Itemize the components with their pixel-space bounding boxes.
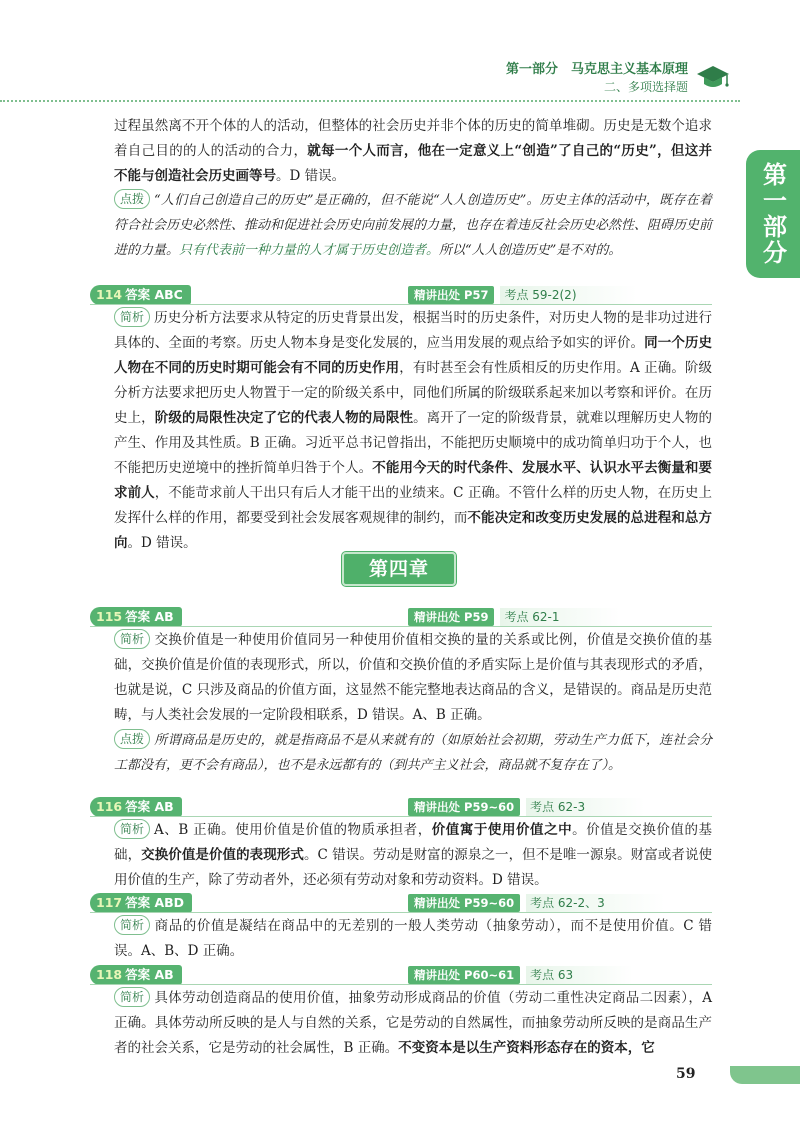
tip-chip: 点拨 [114,729,150,749]
graduation-cap-icon [696,62,730,92]
tip-text: “人们自己创造自己的历史”是正确的，但不能说“人人创造历史”。历史主体的活动中，既存在着符合社会历史必然性、推动和促进社会历史向前发展的力量，也存在着违反社会历史必然性、阻碍历史前进的力量。 [114,193,713,258]
answer-bar-117 [90,892,712,914]
tip-tail: 所以“人人创造历史”是不对的。 [439,243,622,258]
answer-text: 答案 ABC [125,287,183,302]
answer-text: 答案 AB [125,799,174,814]
kaodian-label: 考点 63 [526,966,633,984]
question-number: 114 [96,287,123,302]
analysis-bold: 阶级的局限性决定了它的代表人物的局限性 [154,410,414,426]
source-caption: 精讲出处 [414,610,460,624]
tip-paragraph-113 [114,188,712,263]
tip-paragraph-115 [114,728,712,778]
page-header [0,0,800,110]
intro-paragraph [114,114,712,189]
source-label [408,286,494,304]
analysis-bold: 不能用今天的时代条件、发展水平、认识水平去衡量和要求前人 [114,460,713,501]
answer-bar-114 [90,284,712,306]
answer-text: 答案 ABD [125,895,185,910]
analysis-text: ，不能苛求前人干出只有后人才能干出的业绩来。C 正确。不管什么样的历史人物，在历史上发挥什么样的作用，都要受到社会发展客观规律的制约，而 [114,485,712,526]
source-group [408,285,637,305]
answer-label [90,607,182,627]
analysis-text: 交换价值是一种使用价值同另一种使用价值相交换的量的关系或比例，价值是交换价值的基础，交换价值是价值的表现形式，所以，价值和交换价值的矛盾实际上是价值与其表现形式的矛盾，也就是说，C 只涉及商品的价值方面，这显然不能完整地表达商品的含义，是错误的。商品是历史范畴，与人类社会发展的一定阶段相联系，D 错误。A、B 正确。 [114,632,712,723]
question-number: 116 [96,799,123,814]
source-group [408,797,645,817]
answer-text: 答案 AB [125,967,174,982]
analysis-text: 历史分析方法要求从特定的历史背景出发，根据当时的历史条件，对历史人物的是非功过进行具体的、全面的考察。历史人物本身是变化发展的，应当用发展的观点给予如实的评价。 [114,310,712,351]
page-number: 59 [676,1066,696,1082]
answer-bar-116 [90,796,712,818]
analysis-text: 。价值是交换价值的基础， [114,822,713,863]
analysis-paragraph-117 [114,914,712,964]
source-page: P59~60 [464,896,515,910]
source-page: P59~60 [464,800,515,814]
answer-label [90,797,182,817]
source-caption: 精讲出处 [414,968,460,982]
source-group [408,607,620,627]
analysis-text: 商品的价值是凝结在商品中的无差别的一般人类劳动（抽象劳动），而不是使用价值。C 错误。A、B、D 正确。 [114,918,712,959]
source-label [408,894,520,912]
intro-bold: 就每一个人而言，他在一定意义上“创造”了自己的“历史”，但这并不能与创造社会历史画等号 [114,143,713,184]
kaodian-label: 考点 62-3 [526,798,645,816]
chapter-banner: 第四章 [342,552,456,586]
analysis-chip: 简析 [114,819,150,839]
page-corner-tab [730,1066,800,1084]
tip-chip: 点拨 [114,189,150,209]
answer-label [90,893,192,913]
analysis-bold: 同一个历史人物在不同的历史时期可能会有不同的历史作用 [114,335,713,376]
side-tab-label: 第一部分 [758,162,787,266]
answer-bar-118 [90,964,712,986]
header-title: 第一部分 马克思主义基本原理 [505,62,688,77]
answer-bar-115 [90,606,712,628]
source-caption: 精讲出处 [414,800,460,814]
source-page: P60~61 [464,968,515,982]
tip-highlight: 只有代表前一种力量的人才属于历史创造者。 [179,243,440,258]
question-number: 115 [96,609,123,624]
question-number: 118 [96,967,123,982]
source-page: P57 [464,288,489,302]
analysis-paragraph-116 [114,818,712,893]
analysis-bold: 价值寓于使用价值之中 [431,822,573,838]
kaodian-label: 考点 62-2、3 [526,894,665,912]
analysis-text: 。C 错误。劳动是财富的源泉之一，但不是唯一源泉。财富或者说使用价值的生产，除了劳动者外，还必须有劳动对象和劳动资料。D 错误。 [114,847,713,888]
analysis-chip: 简析 [114,915,150,935]
analysis-bold: 不变资本是以生产资料形态存在的资本，它 [398,1040,655,1056]
source-label [408,798,520,816]
header-subtitle: 二、多项选择题 [603,80,688,94]
answer-label [90,285,191,305]
analysis-chip: 简析 [114,987,150,1007]
source-label [408,608,494,626]
header-divider [0,100,740,102]
question-number: 117 [96,895,123,910]
analysis-text: 。D 错误。 [127,535,197,551]
analysis-paragraph-114 [114,306,712,556]
analysis-paragraph-118 [114,986,712,1061]
analysis-paragraph-115 [114,628,712,728]
source-group [408,965,633,985]
source-caption: 精讲出处 [414,896,460,910]
analysis-text: 具体劳动创造商品的使用价值，抽象劳动形成商品的价值（劳动二重性决定商品二因素），A 正确。具体劳动所反映的是人与自然的关系，它是劳动的自然属性，而抽象劳动所反映的是商品生产者的社会关系，它是劳动的社会属性，B 正确。 [114,990,712,1056]
side-section-tab [746,150,800,278]
analysis-bold: 不能决定和改变历史发展的总进程和总方向 [114,510,713,551]
answer-label [90,965,182,985]
answer-text: 答案 AB [125,609,174,624]
source-label [408,966,520,984]
analysis-text: ，有时甚至会有性质相反的历史作用。A 正确。阶级分析方法要求把历史人物置于一定的阶级关系中，同他们所属的阶级联系起来加以考察和评价。在历史上， [114,360,712,426]
intro-text: 过程虽然离不开个体的人的活动，但整体的社会历史并非个体的历史的简单堆砌。历史是无数个追求着自己目的的人的活动的合力， [114,118,712,159]
analysis-chip: 简析 [114,629,150,649]
analysis-text: A、B 正确。使用价值是价值的物质承担者， [154,822,432,838]
source-group [408,893,665,913]
kaodian-label: 考点 59-2(2) [500,286,636,304]
analysis-bold: 交换价值是价值的表现形式 [141,847,304,863]
tip-text: 所谓商品是历史的，就是指商品不是从来就有的（如原始社会初期，劳动生产力低下，连社会分工都没有，更不会有商品），也不是永远都有的（到共产主义社会，商品就不复存在了）。 [114,733,712,773]
source-caption: 精讲出处 [414,288,460,302]
source-page: P59 [464,610,489,624]
analysis-chip: 简析 [114,307,150,327]
kaodian-label: 考点 62-1 [500,608,619,626]
analysis-text: 。离开了一定的阶级背景，就难以理解历史人物的产生、作用及其性质。B 正确。习近平总书记曾指出，不能把历史顺境中的成功简单归功于个人，也不能把历史逆境中的挫折简单归咎于个人。 [114,410,713,476]
intro-tail: 。D 错误。 [276,168,346,184]
